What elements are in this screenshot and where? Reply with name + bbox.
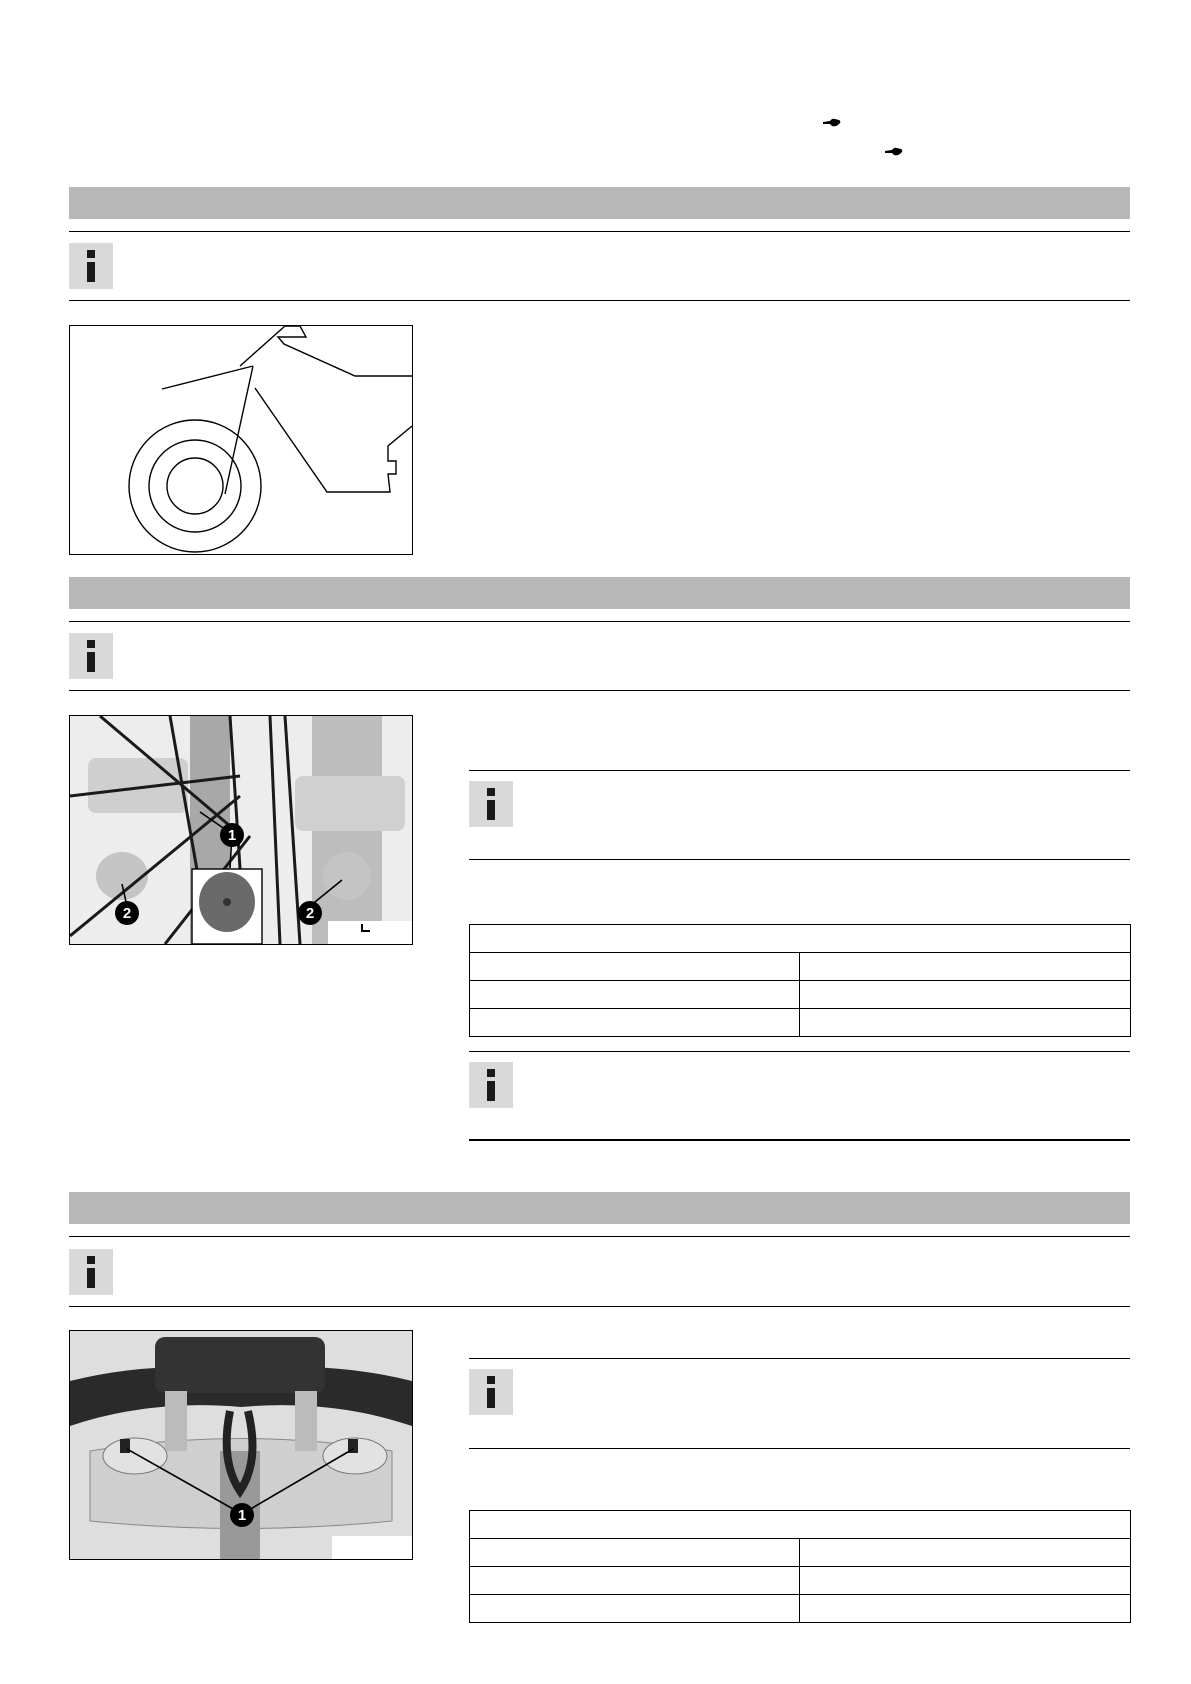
info-icon — [469, 1369, 513, 1415]
spec-table-air-pressure — [469, 924, 1131, 1037]
pointing-hand-icon — [885, 147, 903, 157]
divider — [469, 770, 1130, 771]
divider — [469, 1051, 1130, 1052]
motorcycle-front-diagram — [69, 325, 413, 555]
info-icon — [469, 781, 513, 827]
info-icon — [469, 1062, 513, 1108]
table-row — [470, 1009, 1131, 1037]
divider — [469, 1139, 1130, 1141]
table-row — [470, 981, 1131, 1009]
fork-air-valve-photo — [69, 715, 413, 945]
spec-table-rebound — [469, 1510, 1131, 1623]
divider — [69, 231, 1130, 232]
callout-1: 1 — [237, 1507, 247, 1524]
section-header-bar — [69, 187, 1130, 219]
table-row — [470, 1511, 1131, 1539]
divider — [69, 1306, 1130, 1307]
callout-2: 2 — [305, 905, 315, 922]
table-row — [470, 1539, 1131, 1567]
info-icon — [69, 633, 113, 679]
callout-1: 1 — [227, 827, 237, 844]
divider — [469, 1358, 1130, 1359]
divider — [469, 1448, 1130, 1449]
divider — [469, 859, 1130, 860]
divider — [69, 690, 1130, 691]
table-row — [470, 925, 1131, 953]
pointing-hand-icon — [823, 118, 841, 128]
triple-clamp-photo — [69, 1330, 413, 1560]
table-row — [470, 1567, 1131, 1595]
info-icon — [69, 243, 113, 289]
table-row — [470, 953, 1131, 981]
callout-2: 2 — [122, 905, 132, 922]
table-row — [470, 1595, 1131, 1623]
info-icon — [69, 1249, 113, 1295]
divider — [69, 1236, 1130, 1237]
divider — [69, 621, 1130, 622]
section-header-bar — [69, 1192, 1130, 1224]
section-header-bar — [69, 577, 1130, 609]
divider — [69, 300, 1130, 301]
